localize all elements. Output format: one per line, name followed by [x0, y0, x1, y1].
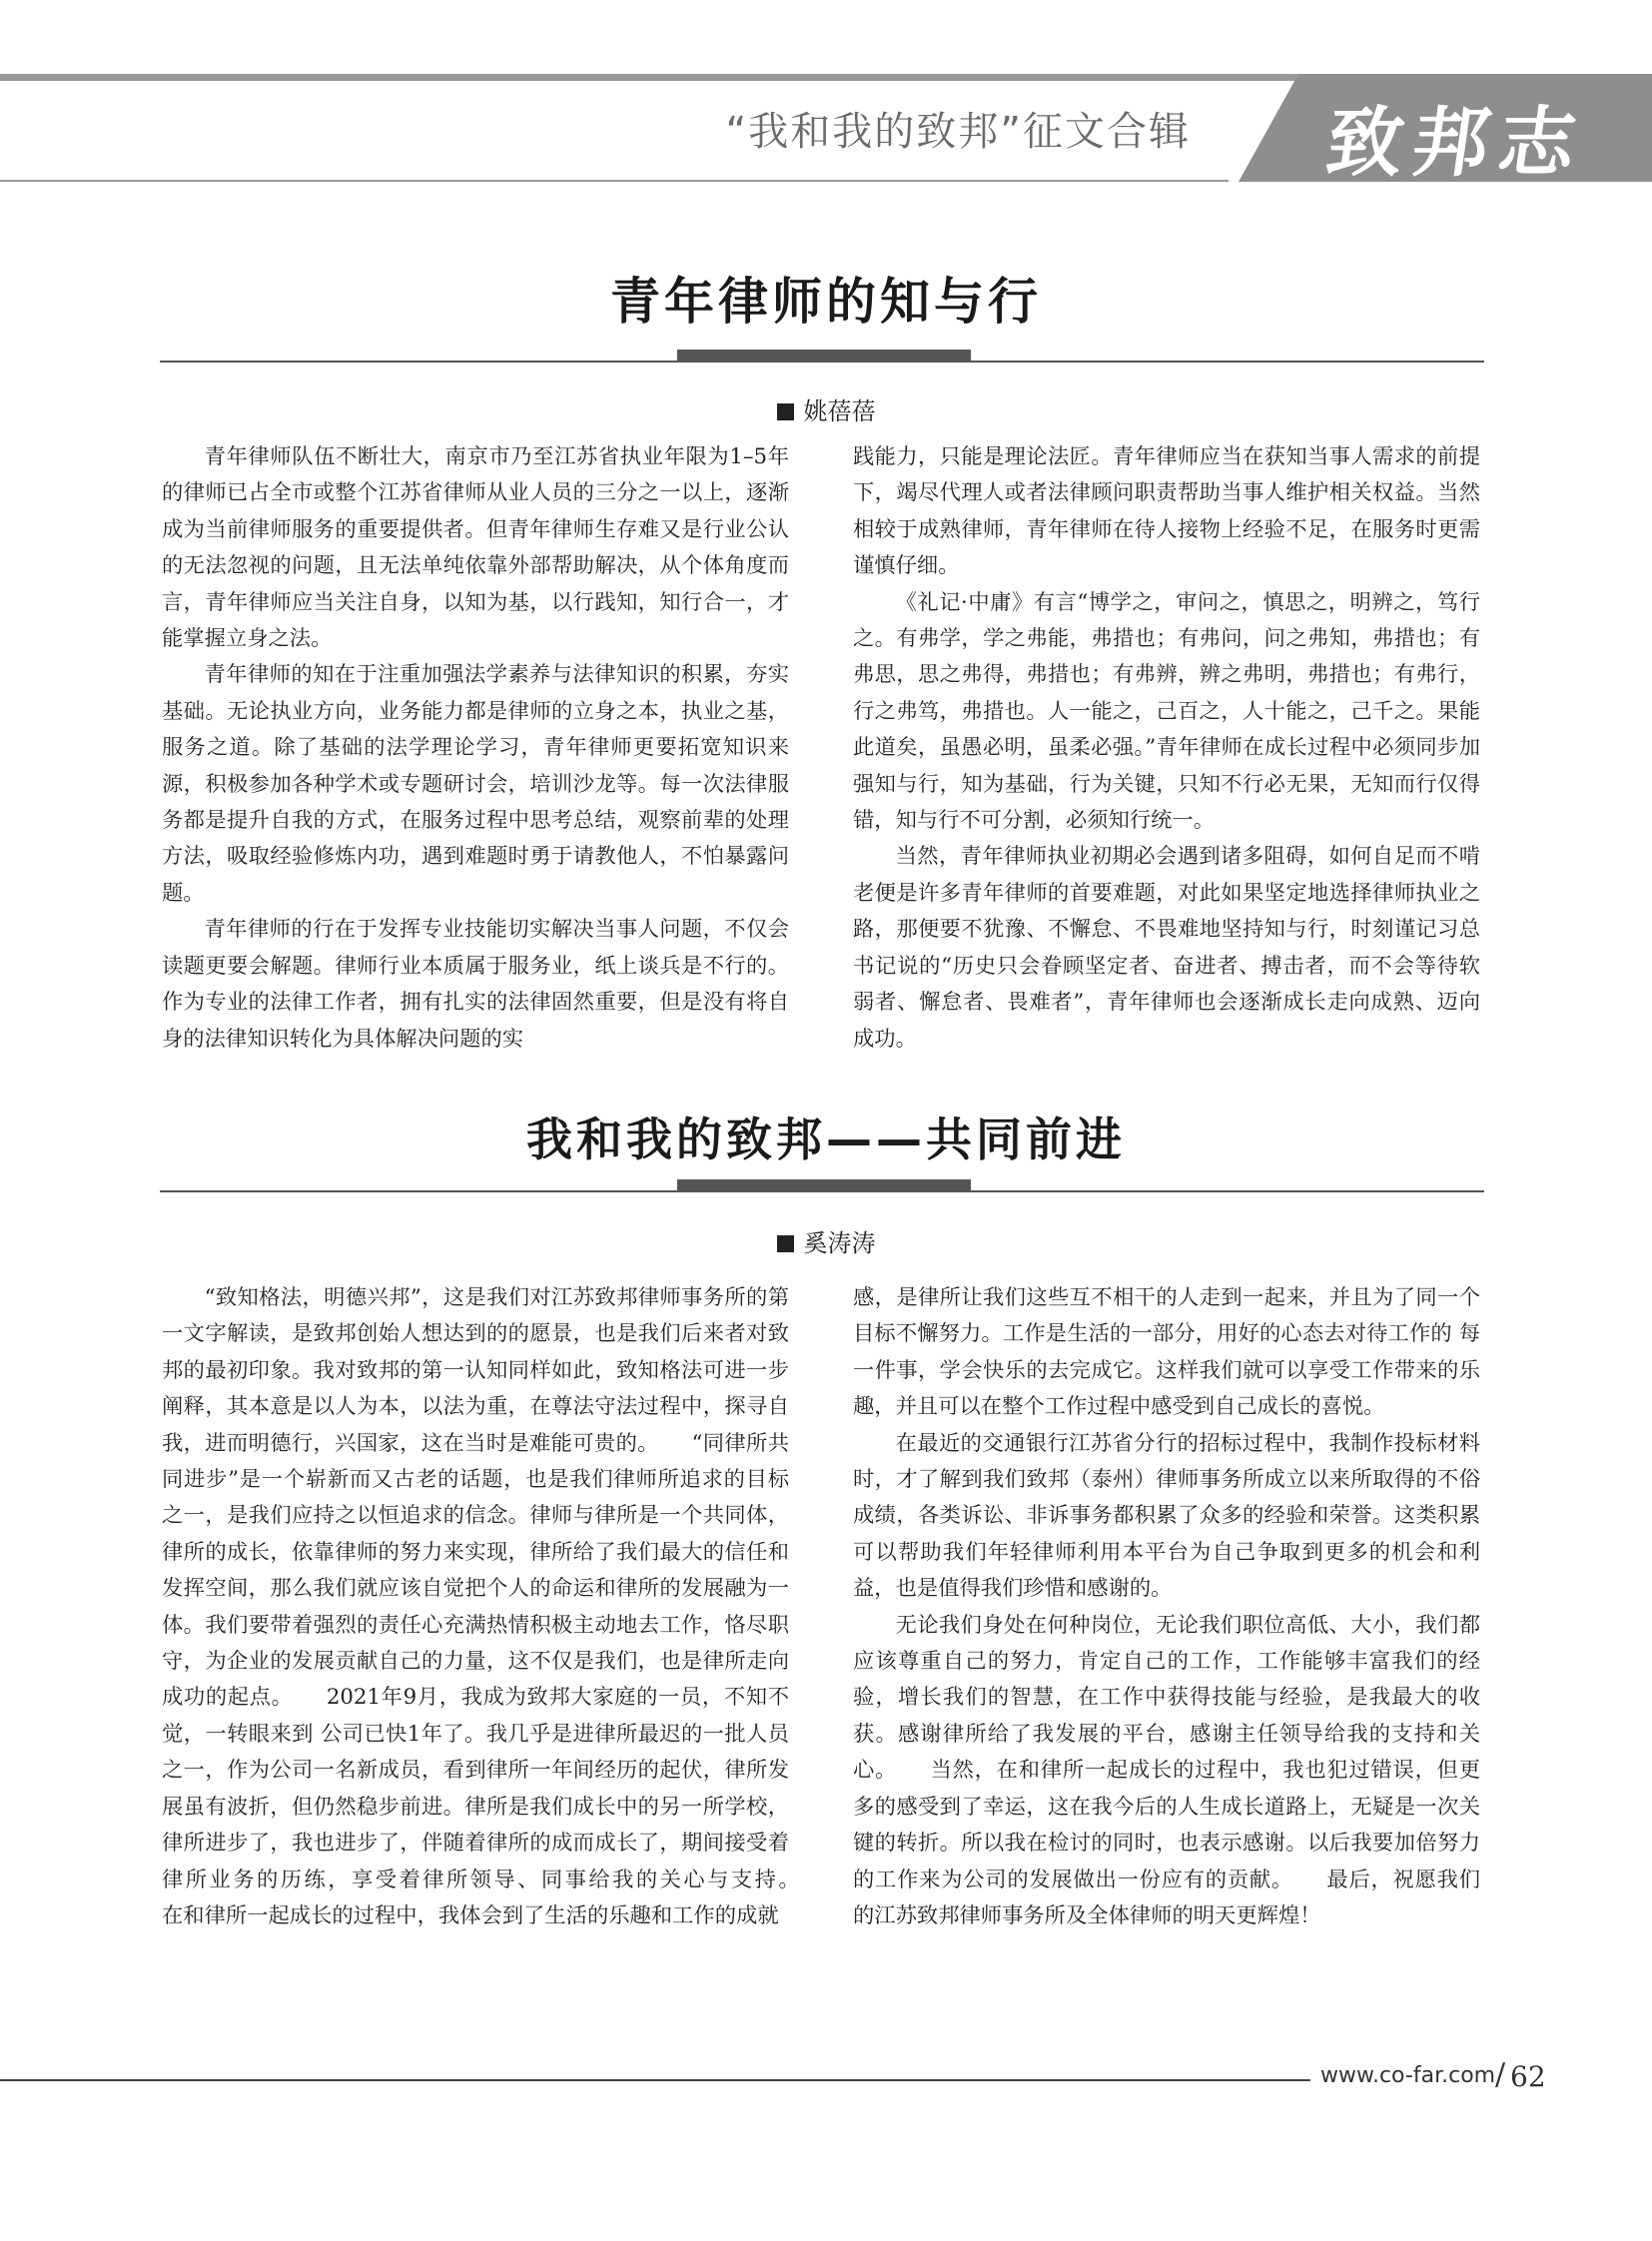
author-marker-icon [777, 1235, 794, 1252]
magazine-name: 致邦志 [1320, 98, 1592, 187]
article-1-paragraph: 青年律师队伍不断壮大，南京市乃至江苏省执业年限为1–5年的律师已占全市或整个江苏省律师从业人员的三分之一以上，逐渐成为当前律师服务的重要提供者。但青年律师生存难又是行业公认的无法忽视的问题，且无法单纯依靠外部帮助解决，从个体角度而言，青年律师应当关注自身，以知为基，以行践知，知行合一，才能掌握立身之法。 [162, 444, 789, 652]
article-2-title-rule [160, 1190, 1484, 1192]
article-1-title: 青年律师的知与行 [610, 273, 1042, 331]
series-title: “我和我的致邦”征文合辑 [725, 109, 1191, 155]
article-2-author [0, 1223, 1652, 1258]
article-2-paragraph: 在最近的交通银行江苏省分行的招标过程中，我制作投标材料时，才了解到我们致邦（泰州）律师事务所成立以来所取得的不俗成绩，各类诉讼、非诉事务都积累了众多的经验和荣誉。这类积累可以帮助我们年轻律师利用本平台为自己争取到更多的机会和利益，也是值得我们珍惜和感谢的。 [853, 1430, 1480, 1602]
article-1-paragraph: 《礼记·中庸》有言“博学之，审问之，慎思之，明辨之，笃行之。有弗学，学之弗能，弗措也；有弗问，问之弗知，弗措也；有弗思，思之弗得，弗措也；有弗辨，辨之弗明，弗措也；有弗行，行之弗笃，弗措也。人一能之，己百之，人十能之，己千之。果能此道矣，虽愚必明，虽柔必强。”青年律师在成长过程中必须同步加强知与行，知为基础，行为关键，只知不行必无果，无知而行仅得错，知与行不可分割，必须知行统一。 [853, 589, 1480, 834]
footer-slash: / [1495, 2057, 1506, 2092]
article-2-right-column [853, 1280, 1480, 1934]
article-2-left-column [162, 1280, 832, 1934]
article-1-right-column [853, 439, 1480, 1058]
article-1-paragraph: 当然，青年律师执业初期必会遇到诸多阻碍，如何自足而不啃老便是许多青年律师的首要难题，对此如果坚定地选择律师执业之路，那便要不犹豫、不懈怠、不畏难地坚持知与行，时刻谨记习总书记说的“历史只会眷顾坚定者、奋进者、搏击者，而不会等待软弱者、懈怠者、畏难者”，青年律师也会逐渐成长走向成熟、迈向成功。 [853, 844, 1480, 1052]
header-top-bar [0, 74, 1298, 81]
article-2-paragraph: 感，是律所让我们这些互不相干的人走到一起来，并且为了同一个目标不懈努力。工作是生活的一部分，用好的心态去对待工作的 每一件事，学会快乐的去完成它。这样我们就可以享受工作带来的乐趣，并且可以在整个工作过程中感受到自己成长的喜悦。 [853, 1285, 1480, 1420]
article-2-author-name: 奚涛涛 [803, 1229, 876, 1257]
footer-website: www.co-far.com [1320, 2063, 1496, 2088]
author-marker-icon [777, 403, 794, 420]
article-1-paragraph: 青年律师的知在于注重加强法学素养与法律知识的积累，夯实基础。无论执业方向，业务能力都是律师的立身之本，执业之基，服务之道。除了基础的法学理论学习，青年律师更要拓宽知识来源，积极参加各种学术或专题研讨会，培训沙龙等。每一次法律服务都是提升自我的方式，在服务过程中思考总结，观察前辈的处理方法，吸取经验修炼内功，遇到难题时勇于请教他人，不怕暴露问题。 [162, 662, 789, 906]
footer-rule [0, 2079, 1310, 2081]
article-1-paragraph: 践能力，只能是理论法匠。青年律师应当在获知当事人需求的前提下，竭尽代理人或者法律顾问职责帮助当事人维护相关权益。当然相较于成熟律师，青年律师在待人接物上经验不足，在服务时更需谨慎仔细。 [853, 444, 1480, 579]
article-1-paragraph: 青年律师的行在于发挥专业技能切实解决当事人问题，不仅会读题更要会解题。律师行业本质属于服务业，纸上谈兵是不行的。作为专业的法律工作者，拥有扎实的法律固然重要，但是没有将自身的法律知识转化为具体解决问题的实 [162, 917, 789, 1052]
article-1-author [0, 391, 1652, 426]
article-2-title: 我和我的致邦——共同前进 [526, 1113, 1126, 1166]
page-number: 62 [1510, 2060, 1546, 2093]
article-2-paragraph: “致知格法，明德兴邦”，这是我们对江苏致邦律师事务所的第一文字解读，是致邦创始人想达到的的愿景，也是我们后来者对致邦的最初印象。我对致邦的第一认知同样如此，致知格法可进一步阐释，其本意是以人为本，以法为重，在尊法守法过程中，探寻自我，进而明德行，兴国家，这在当时是难能可贵的。 “同律所共同进步”是一个崭新而又古老的话题，也是我们律师所追求的目标之一，是我们应持之以恒追求的信念。律师与律所是一个共同体，律所的成长，依靠律师的努力来实现，律所给了我们最大的信任和发挥空间，那么我们就应该自觉把个人的命运和律所的发展融为一体。我们要带着强烈的责任心充满热情积极主动地去工作，恪尽职守，为企业的发展贡献自己的力量，这不仅是我们，也是律所走向成功的起点。 2021年9月，我成为致邦大家庭的一员，不知不觉，一转眼来到 公司已快1年了。我几乎是进律所最迟的一批人员之一，作为公司一名新成员，看到律所一年间经历的起伏，律所发展虽有波折，但仍然稳步前进。律所是我们成长中的另一所学校，律所进步了，我也进步了，伴随着律所的成而成长了，期间接受着律所业务的历练，享受着律所领导、同事给我的关心与支持。 在和律所一起成长的过程中，我体会到了生活的乐趣和工作的成就 [162, 1285, 832, 1928]
article-1-author-name: 姚蓓蓓 [803, 397, 876, 425]
article-2-paragraph: 无论我们身处在何种岗位，无论我们职位高低、大小，我们都应该尊重自己的努力，肯定自己的工作，工作能够丰富我们的经验，增长我们的智慧，在工作中获得技能与经验，是我最大的收获。感谢律所给了我发展的平台，感谢主任领导给我的支持和关心。 当然，在和律所一起成长的过程中，我也犯过错误，但更多的感受到了幸运，这在我今后的人生成长道路上，无疑是一次关键的转折。所以我在检讨的同时，也表示感谢。以后我要加倍努力的工作来为公司的发展做出一份应有的贡献。 最后，祝愿我们的江苏致邦律师事务所及全体律师的明天更辉煌！ [853, 1612, 1480, 1928]
article-1-title-rule [160, 361, 1484, 363]
article-1-left-column [162, 439, 789, 1058]
header-bottom-line [0, 180, 1229, 182]
